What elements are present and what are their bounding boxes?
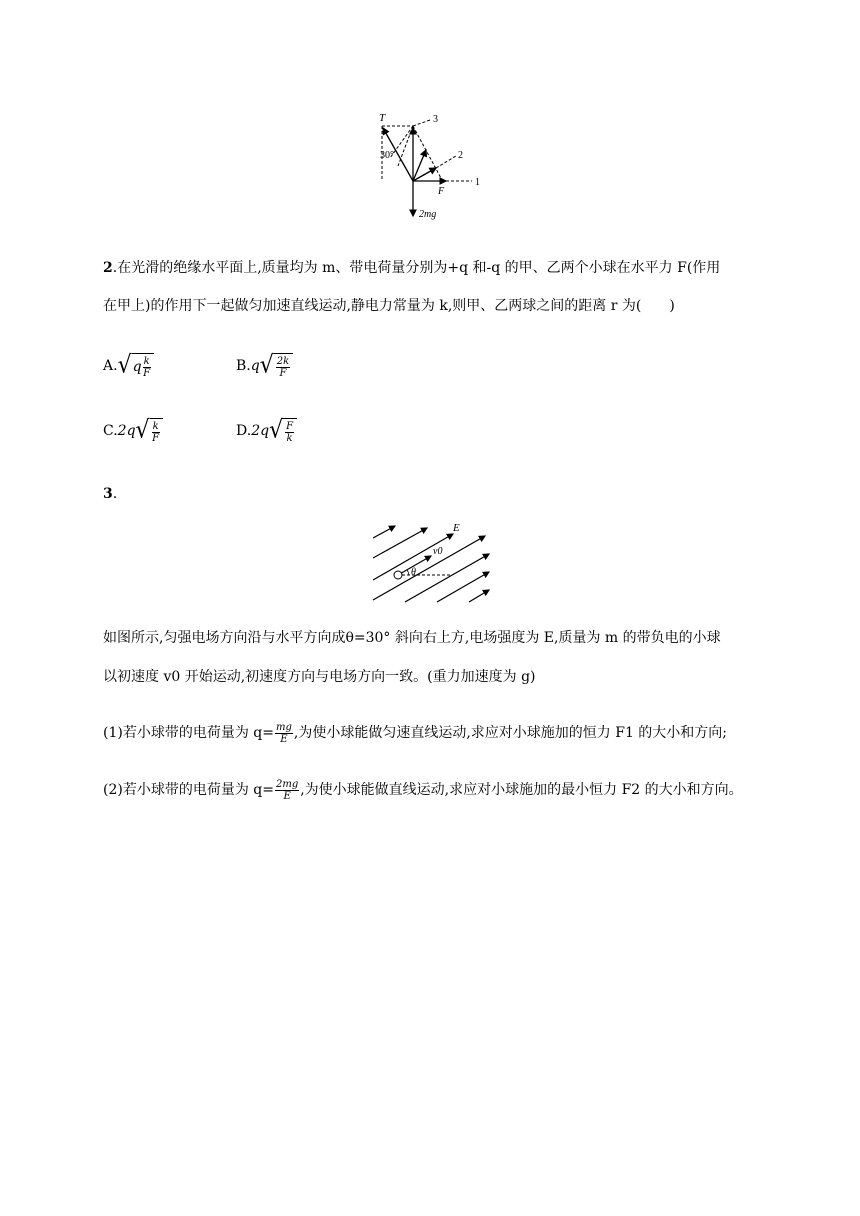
label-theta: θ	[411, 567, 416, 578]
q3-sub1: (1)若小球带的电荷量为 q= $\frac{mg}{E}$ ,为使小球能做匀速直线运动,求应对小球施加的恒力 F1 的大小和方向;	[103, 721, 728, 745]
label-1: 1	[475, 177, 480, 188]
option-b: B.q √ $\frac{2k}{F}$	[236, 353, 293, 379]
sqrt-a: √ q $\frac{k}{F}$	[118, 353, 154, 379]
q3-para2: 以初速度 v0 开始运动,初速度方向与电场方向一致。(重力加速度为 g)	[103, 669, 536, 685]
q2-line2: 在甲上)的作用下一起做匀加速直线运动,静电力常量为 k,则甲、乙两球之间的距离 r 为( )	[103, 298, 675, 314]
q2-text1: .在光滑的绝缘水平面上,质量均为 m、带电荷量分别为+q 和-q 的甲、乙两个小球在水平力 F(作用	[112, 260, 721, 276]
option-a: A. √ q $\frac{k}{F}$	[103, 353, 154, 379]
option-d: D.2q √ $\frac{F}{k}$	[236, 418, 297, 444]
label-v0: v0	[433, 546, 443, 557]
q3-sub2: (2)若小球带的电荷量为 q= $\frac{2mg}{E}$ ,为使小球能做直线运动,求应对小球施加的最小恒力 F2 的大小和方向。	[103, 778, 743, 802]
q3-number: 3.	[103, 486, 118, 502]
label-2mg: 2mg	[419, 209, 437, 220]
sqrt-d: √ $\frac{F}{k}$	[269, 418, 297, 444]
option-c: C.2q √ $\frac{k}{F}$	[103, 418, 163, 444]
label-30: 30°	[380, 150, 394, 161]
sqrt-c: √ $\frac{k}{F}$	[136, 418, 163, 444]
force-diagram	[370, 108, 490, 223]
q2-number: 2	[103, 260, 113, 276]
q2-line1	[103, 258, 720, 278]
sqrt-b: √ $\frac{2k}{F}$	[260, 353, 293, 379]
field-diagram	[365, 520, 500, 605]
label-3: 3	[433, 114, 438, 125]
label-2: 2	[458, 150, 463, 161]
label-E: E	[453, 522, 460, 534]
q3-para1: 如图所示,匀强电场方向沿与水平方向成θ=30° 斜向右上方,电场强度为 E,质量为 m 的带负电的小球	[103, 630, 721, 646]
label-T: T	[379, 112, 386, 124]
label-F: F	[438, 186, 445, 197]
